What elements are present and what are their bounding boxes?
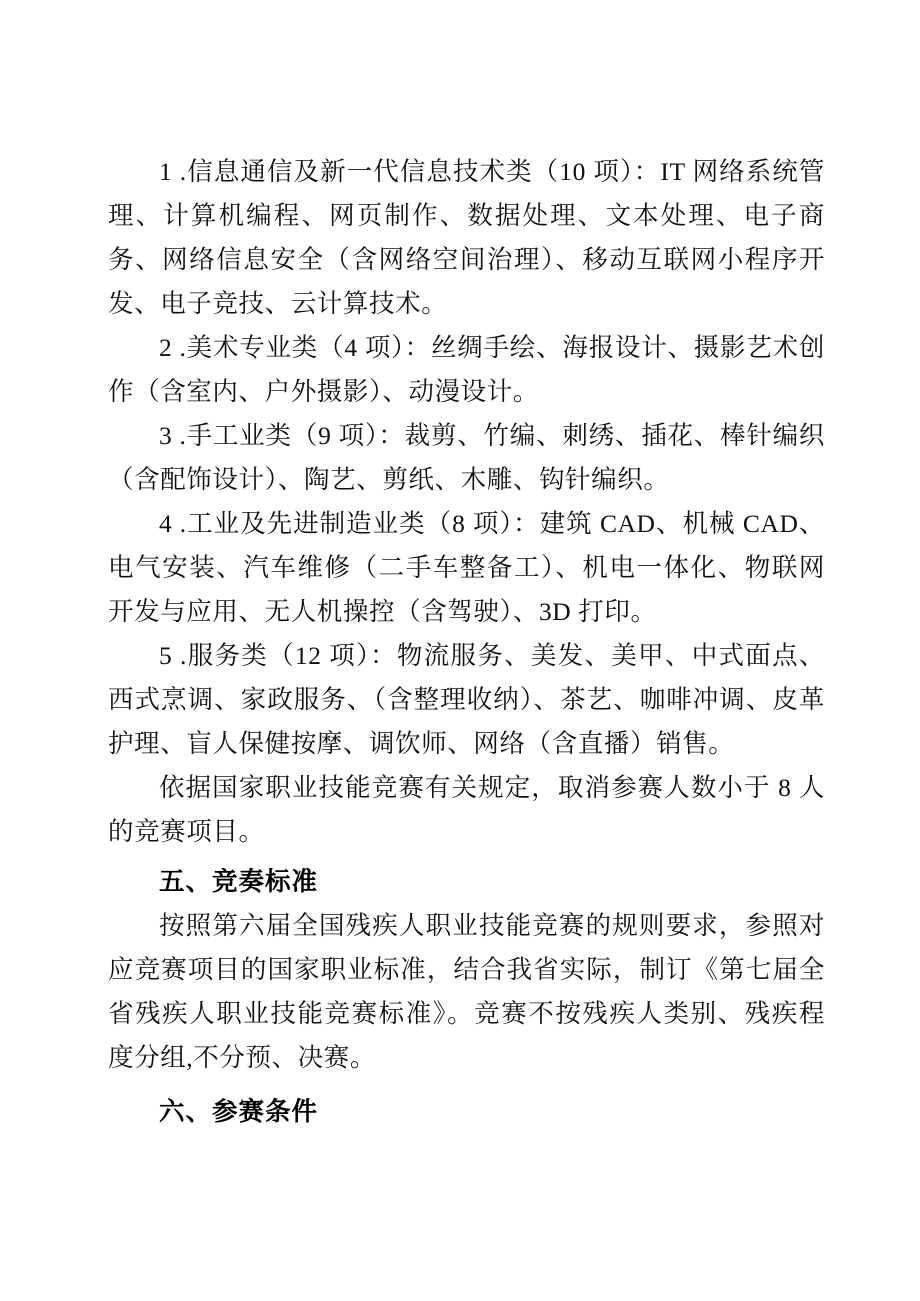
paragraph-category-3-handicraft: 3 .手工业类（9 项）：裁剪、竹编、刺绣、插花、棒针编织（含配饰设计）、陶艺、剪纸、木雕、钩针编织。 [108,421,825,494]
paragraph-section-five-body: 按照第六届全国残疾人职业技能竞赛的规则要求，参照对应竞赛项目的国家职业标准，结合我省实际，制订《第七届全省残疾人职业技能竞赛标准》。竞赛不按残疾人类别、残疾程度分组,不分预、决赛。 [108,911,825,1072]
heading-section-five: 五、竞奏标准 [159,868,319,896]
paragraph-minimum-participants-rule: 依据国家职业技能竞赛有关规定，取消参赛人数小于 8 人的竞赛项目。 [108,773,825,846]
document-body [108,150,825,1134]
paragraph-category-5-service: 5 .服务类（12 项）：物流服务、美发、美甲、中式面点、西式烹调、家政服务、（含整理收纳）、茶艺、咖啡冲调、皮革护理、盲人保健按摩、调饮师、网络（含直播）销售。 [108,641,825,758]
heading-spacer-six [108,1080,825,1090]
paragraph-category-2-fine-arts: 2 .美术专业类（4 项）：丝绸手绘、海报设计、摄影艺术创作（含室内、户外摄影）、动漫设计。 [108,333,825,406]
paragraph-category-1-ict: 1 .信息通信及新一代信息技术类（10 项）：IT 网络系统管理、计算机编程、网页制作、数据处理、文本处理、电子商务、网络信息安全（含网络空间治理）、移动互联网小程序开发、电子竞技、云计算技术。 [108,157,825,318]
paragraph-category-4-industry: 4 .工业及先进制造业类（8 项）：建筑 CAD、机械 CAD、电气安装、汽车维修（二手车整备工）、机电一体化、物联网开发与应用、无人机操控（含驾驶）、3D 打印。 [108,509,825,626]
heading-section-six: 六、参赛条件 [159,1098,319,1126]
